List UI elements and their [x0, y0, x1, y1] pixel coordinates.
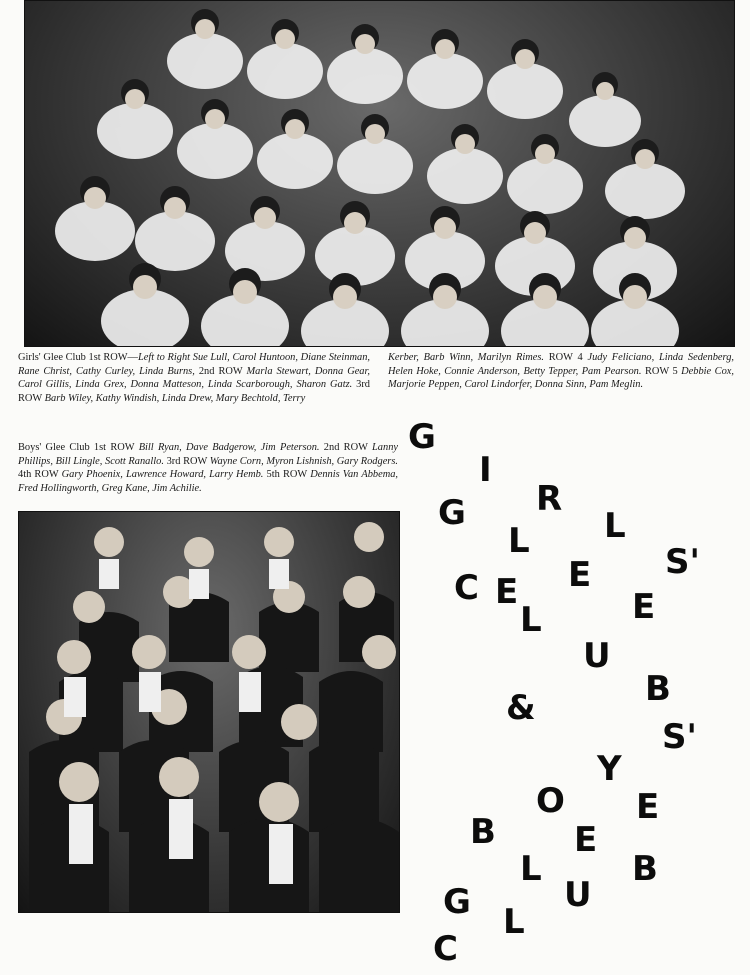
title-letter: G — [438, 493, 466, 533]
title-letter: C — [433, 929, 458, 969]
boys-row2-names: Lanny Phillips, Bill Lingle, Scott Ranallo. — [18, 442, 399, 467]
title-letter: E — [632, 587, 656, 627]
girls-caption-lead: Girls' Glee Club 1st ROW— — [18, 352, 138, 363]
title-letter: E — [574, 820, 598, 860]
title-letter: L — [508, 521, 530, 561]
boys-row4-lead: 4th ROW — [18, 469, 62, 481]
title-letter: I — [479, 450, 492, 490]
girls-row3-names-cont: Kerber, Barb Winn, Marilyn Rimes. — [388, 352, 545, 363]
title-letter: Y — [597, 749, 622, 789]
boys-choir-silhouettes — [19, 512, 399, 912]
boys-caption — [18, 441, 398, 495]
title-letter: U — [583, 636, 611, 676]
title-letter: L — [520, 849, 542, 889]
title-letter: B — [470, 812, 496, 852]
boys-row2-lead: 2nd ROW — [319, 442, 373, 453]
girls-row3-names: Barb Wiley, Kathy Windish, Linda Drew, Mary Bechtold, Terry — [44, 392, 306, 404]
title-letter: S' — [662, 717, 697, 757]
title-letter: L — [520, 600, 542, 640]
girls-row2-names: Marla Stewart, Donna Gear, Carol Gillis, Linda Grex, Donna Matteson, Linda Scarborough, Sharon Gatz. — [18, 365, 370, 391]
title-letter: G — [408, 417, 436, 457]
title-letter: & — [506, 688, 536, 728]
boys-caption-lead: Boys' Glee Club 1st ROW — [18, 442, 139, 453]
girls-row5-lead: ROW 5 — [641, 365, 682, 377]
title-letter: B — [632, 849, 658, 889]
girls-row4-names: Judy Feliciano, Linda Sedenberg, Helen Hoke, Connie Anderson, Betty Tepper, Pam Pearson. — [388, 352, 734, 377]
title-letter: C — [454, 568, 479, 608]
boys-row1-names: Bill Ryan, Dave Badgerow, Jim Peterson. — [138, 442, 320, 453]
boys-row3-lead: 3rd ROW — [163, 455, 210, 467]
title-letter: O — [536, 781, 565, 821]
boys-glee-club-photo — [18, 511, 400, 913]
girls-row4-lead: ROW 4 — [544, 352, 588, 363]
boys-row4-names: Gary Phoenix, Lawrence Howard, Larry Hemb. — [61, 469, 264, 481]
title-letter: L — [503, 902, 525, 942]
girls-row1-names: Left to Right Sue Lull, Carol Huntoon, Diane Steinman, Rane Christ, Cathy Curley, Linda Burns, — [18, 352, 370, 377]
title-letter: S' — [665, 542, 700, 582]
title-letter: E — [568, 555, 592, 595]
girls-caption-column-2 — [388, 351, 734, 392]
title-letter: B — [645, 669, 671, 709]
title-letter: L — [604, 506, 626, 546]
title-letter: G — [443, 882, 471, 922]
girls-choir-silhouettes — [25, 1, 734, 346]
title-letter: E — [495, 572, 519, 612]
boys-row5-lead: 5th ROW — [263, 469, 311, 481]
girls-caption-column-1 — [18, 351, 370, 405]
boys-row5-names: Dennis Van Abbema, Fred Hollingworth, Greg Kane, Jim Achilie. — [18, 469, 398, 494]
girls-glee-club-photo — [24, 0, 735, 347]
girls-row3-lead: 3rd ROW — [18, 379, 371, 404]
title-letter: U — [564, 875, 592, 915]
boys-row3-names: Wayne Corn, Myron Lishnish, Gary Rodgers. — [209, 455, 398, 467]
title-letter: E — [636, 787, 660, 827]
girls-row2-lead: 2nd ROW — [194, 365, 247, 377]
title-letter: R — [536, 479, 563, 519]
girls-row5-names: Debbie Cox, Marjorie Peppen, Carol Lindorfer, Donna Sinn, Pam Meglin. — [388, 365, 734, 391]
